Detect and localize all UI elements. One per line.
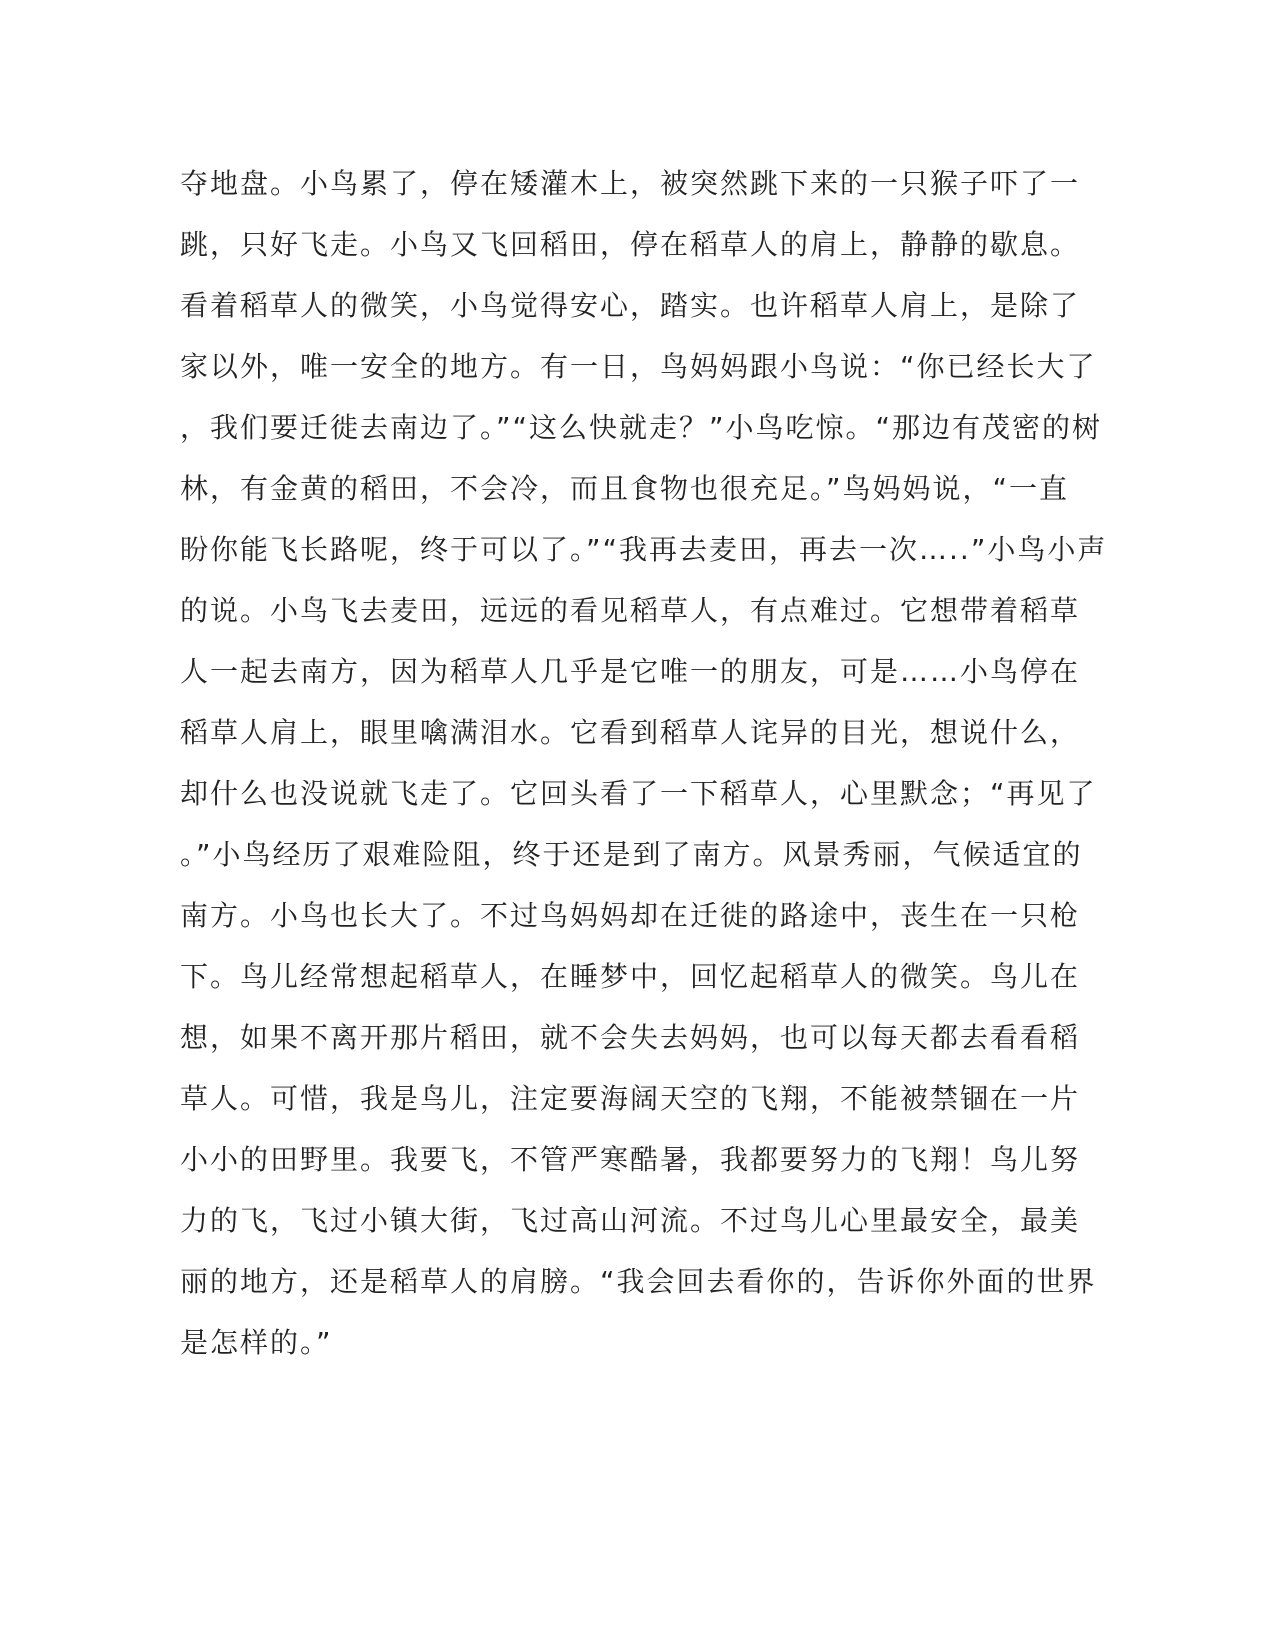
text-line: 。”小鸟经历了艰难险阻，终于还是到了南方。风景秀丽，气候适宜的 — [180, 838, 1083, 871]
text-line: 夺地盘。小鸟累了，停在矮灌木上，被突然跳下来的一只猴子吓了一 — [180, 167, 1081, 200]
text-line: 小小的田野里。我要飞，不管严寒酷暑，我都要努力的飞翔！鸟儿努 — [180, 1143, 1081, 1176]
text-line: 丽的地方，还是稻草人的肩膀。“我会回去看你的，告诉你外面的世界 — [180, 1265, 1097, 1298]
text-line: 是怎样的。” — [180, 1326, 333, 1359]
text-line: ，我们要迁徙去南边了。”“这么快就走？”小鸟吃惊。“那边有茂密的树 — [180, 411, 1103, 444]
text-line: 家以外，唯一安全的地方。有一日，鸟妈妈跟小鸟说：“你已经长大了 — [180, 350, 1097, 383]
text-line: 想，如果不离开那片稻田，就不会失去妈妈，也可以每天都去看看稻 — [180, 1021, 1081, 1054]
text-line: 却什么也没说就飞走了。它回头看了一下稻草人，心里默念；“再见了 — [180, 777, 1097, 810]
text-line: 力的飞，飞过小镇大街，飞过高山河流。不过鸟儿心里最安全，最美 — [180, 1204, 1081, 1237]
text-line: 盼你能飞长路呢，终于可以了。”“我再去麦田，再去一次…..”小鸟小声 — [180, 533, 1108, 566]
text-line: 草人。可惜，我是鸟儿，注定要海阔天空的飞翔，不能被禁锢在一片 — [180, 1082, 1081, 1115]
text-line: 看着稻草人的微笑，小鸟觉得安心，踏实。也许稻草人肩上，是除了 — [180, 289, 1081, 322]
text-line: 人一起去南方，因为稻草人几乎是它唯一的朋友，可是……小鸟停在 — [180, 655, 1081, 688]
text-line: 跳，只好飞走。小鸟又飞回稻田，停在稻草人的肩上，静静的歇息。 — [180, 228, 1081, 261]
text-line: 的说。小鸟飞去麦田，远远的看见稻草人，有点难过。它想带着稻草 — [180, 594, 1081, 627]
body-text — [180, 153, 1108, 1373]
text-line: 林，有金黄的稻田，不会冷，而且食物也很充足。”鸟妈妈说，“一直 — [180, 472, 1070, 505]
text-line: 南方。小鸟也长大了。不过鸟妈妈却在迁徙的路途中，丧生在一只枪 — [180, 899, 1081, 932]
text-line: 下。鸟儿经常想起稻草人，在睡梦中，回忆起稻草人的微笑。鸟儿在 — [180, 960, 1081, 993]
text-line: 稻草人肩上，眼里噙满泪水。它看到稻草人诧异的目光，想说什么， — [180, 716, 1081, 749]
